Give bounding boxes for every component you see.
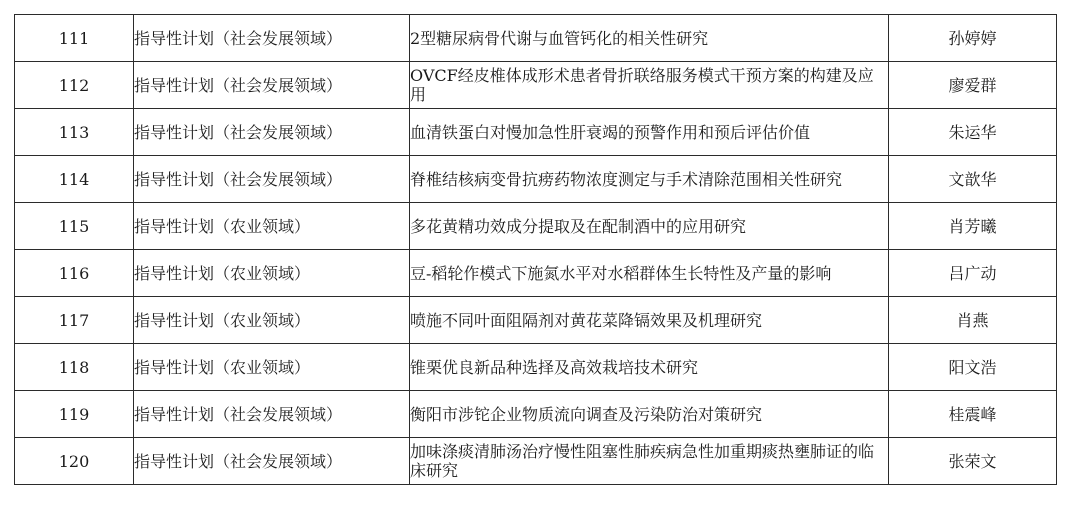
- lead-person-cell: 朱运华: [889, 109, 1057, 156]
- row-number-cell: 111: [15, 15, 134, 62]
- plan-type-cell: 指导性计划（农业领域）: [134, 250, 410, 297]
- lead-person-cell: 吕广动: [889, 250, 1057, 297]
- table-row: [15, 203, 1057, 250]
- table-row: [15, 15, 1057, 62]
- plan-type-cell: 指导性计划（社会发展领域）: [134, 391, 410, 438]
- project-title-cell: 脊椎结核病变骨抗痨药物浓度测定与手术清除范围相关性研究: [410, 156, 889, 203]
- project-title-cell: 血清铁蛋白对慢加急性肝衰竭的预警作用和预后评估价值: [410, 109, 889, 156]
- lead-person-cell: 肖燕: [889, 297, 1057, 344]
- plan-type-cell: 指导性计划（社会发展领域）: [134, 15, 410, 62]
- row-number-cell: 119: [15, 391, 134, 438]
- table-row: [15, 438, 1057, 485]
- plan-type-cell: 指导性计划（农业领域）: [134, 344, 410, 391]
- row-number-cell: 114: [15, 156, 134, 203]
- table-row: [15, 297, 1057, 344]
- row-number-cell: 117: [15, 297, 134, 344]
- plan-type-cell: 指导性计划（农业领域）: [134, 203, 410, 250]
- project-title-cell: 衡阳市涉铊企业物质流向调查及污染防治对策研究: [410, 391, 889, 438]
- table-row: [15, 391, 1057, 438]
- plan-type-cell: 指导性计划（社会发展领域）: [134, 156, 410, 203]
- plan-type-cell: 指导性计划（社会发展领域）: [134, 109, 410, 156]
- lead-person-cell: 孙婷婷: [889, 15, 1057, 62]
- lead-person-cell: 张荣文: [889, 438, 1057, 485]
- table-body: [15, 15, 1057, 485]
- project-title-cell: OVCF经皮椎体成形术患者骨折联络服务模式干预方案的构建及应用: [410, 62, 889, 109]
- row-number-cell: 116: [15, 250, 134, 297]
- project-title-cell: 加味涤痰清肺汤治疗慢性阻塞性肺疾病急性加重期痰热壅肺证的临床研究: [410, 438, 889, 485]
- project-title-cell: 喷施不同叶面阻隔剂对黄花菜降镉效果及机理研究: [410, 297, 889, 344]
- lead-person-cell: 肖芳曦: [889, 203, 1057, 250]
- project-list-table: [14, 14, 1057, 485]
- project-title-cell: 豆-稻轮作模式下施氮水平对水稻群体生长特性及产量的影响: [410, 250, 889, 297]
- table-row: [15, 344, 1057, 391]
- project-title-cell: 2型糖尿病骨代谢与血管钙化的相关性研究: [410, 15, 889, 62]
- plan-type-cell: 指导性计划（社会发展领域）: [134, 438, 410, 485]
- row-number-cell: 120: [15, 438, 134, 485]
- lead-person-cell: 桂震峰: [889, 391, 1057, 438]
- row-number-cell: 118: [15, 344, 134, 391]
- row-number-cell: 112: [15, 62, 134, 109]
- table-row: [15, 156, 1057, 203]
- project-title-cell: 锥栗优良新品种选择及高效栽培技术研究: [410, 344, 889, 391]
- lead-person-cell: 阳文浩: [889, 344, 1057, 391]
- row-number-cell: 113: [15, 109, 134, 156]
- row-number-cell: 115: [15, 203, 134, 250]
- table-row: [15, 62, 1057, 109]
- lead-person-cell: 廖爱群: [889, 62, 1057, 109]
- project-title-cell: 多花黄精功效成分提取及在配制酒中的应用研究: [410, 203, 889, 250]
- table-row: [15, 109, 1057, 156]
- lead-person-cell: 文歆华: [889, 156, 1057, 203]
- table-row: [15, 250, 1057, 297]
- plan-type-cell: 指导性计划（农业领域）: [134, 297, 410, 344]
- plan-type-cell: 指导性计划（社会发展领域）: [134, 62, 410, 109]
